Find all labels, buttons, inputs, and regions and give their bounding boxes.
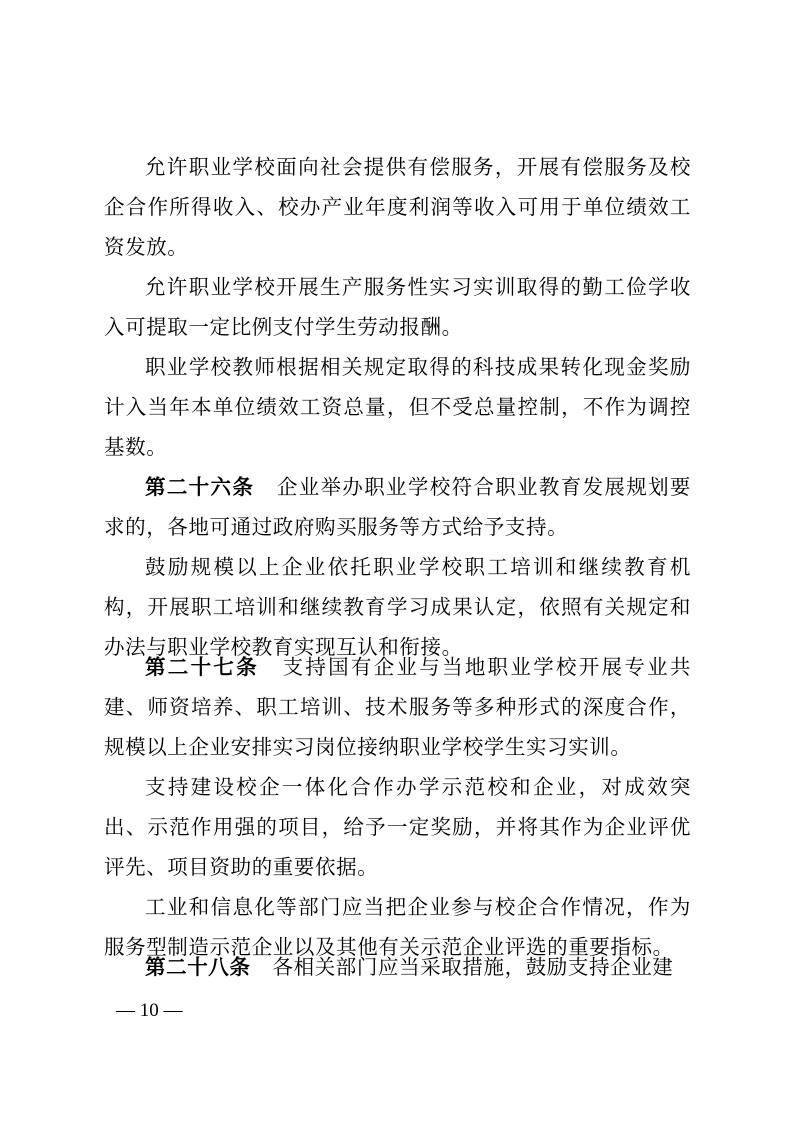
paragraph-text: 各相关部门应当采取措施，鼓励支持企业建	[272, 955, 674, 979]
article-heading: 第二十六条	[145, 475, 255, 499]
page-number: — 10 —	[116, 1000, 183, 1021]
paragraph-text: 职业学校教师根据相关规定取得的科技成果转化现金奖励计入当年本单位绩效工资总量，但不受总量控制，不作为调控基数。	[104, 355, 691, 459]
paragraph-paid-services	[104, 147, 691, 267]
paragraph-text: 允许职业学校面向社会提供有偿服务，开展有偿服务及校企合作所得收入、校办产业年度利润等收入可用于单位绩效工资发放。	[104, 155, 691, 259]
article-heading: 第二十七条	[145, 655, 259, 679]
paragraph-text: 工业和信息化等部门应当把企业参与校企合作情况，作为服务型制造示范企业以及其他有关示范企业评选的重要指标。	[104, 895, 691, 959]
article-heading: 第二十八条	[145, 955, 251, 979]
paragraph-teacher-rewards	[104, 347, 691, 467]
paragraph-article-26	[104, 467, 691, 547]
paragraph-text: 支持建设校企一体化合作办学示范校和企业，对成效突出、示范作用强的项目，给予一定奖励，并将其作为企业评优评先、项目资助的重要依据。	[104, 775, 691, 879]
paragraph-text: 鼓励规模以上企业依托职业学校职工培训和继续教育机构，开展职工培训和继续教育学习成果认定，依照有关规定和办法与职业学校教育实现互认和衔接。	[104, 555, 691, 659]
paragraph-text: 企业举办职业学校符合职业教育发展规划要求的，各地可通过政府购买服务等方式给予支持。	[104, 475, 691, 539]
paragraph-article-27	[104, 647, 691, 767]
paragraph-text: 支持国有企业与当地职业学校开展专业共建、师资培养、职工培训、技术服务等多种形式的深度合作，规模以上企业安排实习岗位接纳职业学校学生实习实训。	[104, 655, 691, 759]
paragraph-article-28	[104, 947, 691, 987]
paragraph-text: 允许职业学校开展生产服务性实习实训取得的勤工俭学收入可提取一定比例支付学生劳动报酬。	[104, 275, 691, 339]
paragraph-work-study-income	[104, 267, 691, 347]
paragraph-demonstration-schools	[104, 767, 691, 887]
